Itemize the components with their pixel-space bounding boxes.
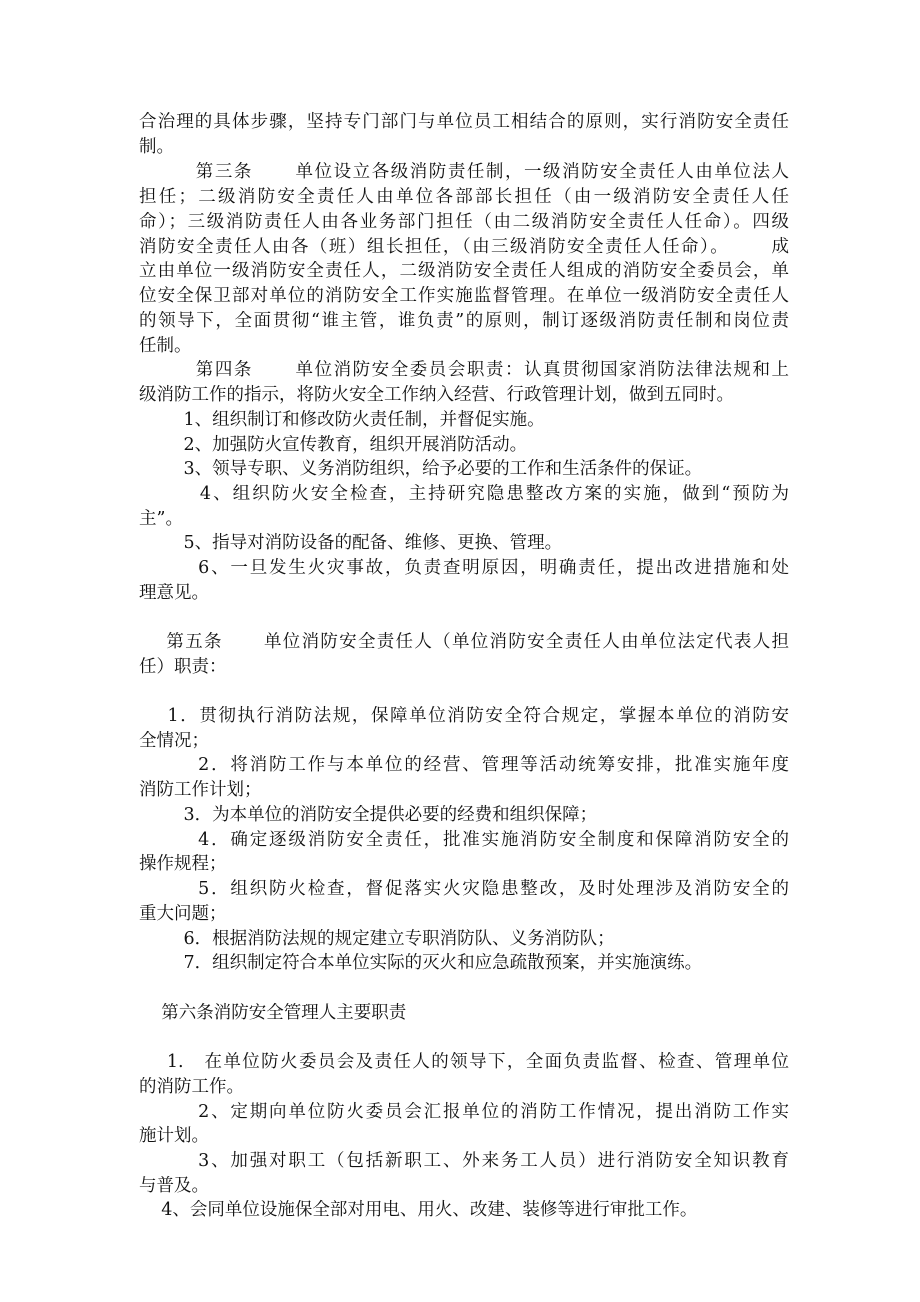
text-line: 第三条 单位设立各级消防责任制，一级消防安全责任人由单位法人 <box>139 162 789 182</box>
text-line: 任制。 <box>139 336 192 356</box>
list-item: 1、组织制订和修改防火责任制，并督促实施。 <box>139 410 545 430</box>
text-line: 全情况； <box>139 731 209 751</box>
text-line: 立由单位一级消防安全责任人，二级消防安全责任人组成的消防安全委员会，单 <box>139 261 789 281</box>
list-item: 5、指导对消防设备的配备、维修、更换、管理。 <box>139 533 563 553</box>
list-item: 4．确定逐级消防安全责任，批准实施消防安全制度和保障消防安全的 <box>139 830 789 850</box>
list-item: 1. 在单位防火委员会及责任人的领导下，全面负责监督、检查、管理单位 <box>139 1052 789 1072</box>
list-item: 3．为本单位的消防安全提供必要的经费和组织保障； <box>139 805 598 825</box>
list-item: 1．贯彻执行消防法规，保障单位消防安全符合规定，掌握本单位的消防安 <box>139 706 789 726</box>
text-line: 的消防工作。 <box>139 1077 244 1097</box>
text-line: 消防工作计划； <box>139 780 262 800</box>
text-line: 任）职责： <box>139 657 227 677</box>
list-item: 3、加强对职工（包括新职工、外来务工人员）进行消防安全知识教育 <box>139 1151 789 1171</box>
list-item: 3、领导专职、义务消防组织，给予必要的工作和生活条件的保证。 <box>139 459 703 479</box>
text-line: 与普及。 <box>139 1176 209 1196</box>
list-item: 6．根据消防法规的规定建立专职消防队、义务消防队； <box>139 929 615 949</box>
text-line: 第四条 单位消防安全委员会职责：认真贯彻国家消防法律法规和上 <box>139 360 789 380</box>
text-line: 位安全保卫部对单位的消防安全工作实施监督管理。在单位一级消防安全责任人 <box>139 286 789 306</box>
list-item: 6、一旦发生火灾事故，负责查明原因，明确责任，提出改进措施和处 <box>139 558 789 578</box>
list-item: 7．组织制定符合本单位实际的灭火和应急疏散预案，并实施演练。 <box>139 953 703 973</box>
section-heading: 第六条消防安全管理人主要职责 <box>139 1003 407 1023</box>
text-line: 消防安全责任人由各（班）组长担任，（由三级消防安全责任人任命）。 成 <box>139 237 789 257</box>
text-line: 第五条 单位消防安全责任人（单位消防安全责任人由单位法定代表人担 <box>139 632 789 652</box>
text-line: 重大问题； <box>139 904 227 924</box>
text-line: 施计划。 <box>139 1126 209 1146</box>
list-item: 4、组织防火安全检查，主持研究隐患整改方案的实施，做到“预防为 <box>139 484 789 504</box>
text-line: 的领导下，全面贯彻“谁主管，谁负责”的原则，制订逐级消防责任制和岗位责 <box>139 311 789 331</box>
list-item: 2、定期向单位防火委员会汇报单位的消防工作情况，提出消防工作实 <box>139 1102 789 1122</box>
list-item: 2、加强防火宣传教育，组织开展消防活动。 <box>139 435 528 455</box>
text-line: 操作规程； <box>139 854 227 874</box>
text-line: 制。 <box>139 137 174 157</box>
text-line: 命）；三级消防责任人由各业务部门担任（由二级消防安全责任人任命）。四级 <box>139 212 789 232</box>
text-line: 理意见。 <box>139 583 209 603</box>
list-item: 2．将消防工作与本单位的经营、管理等活动统筹安排，批准实施年度 <box>139 755 789 775</box>
list-item: 5．组织防火检查，督促落实火灾隐患整改，及时处理涉及消防安全的 <box>139 879 789 899</box>
list-item: 4、会同单位设施保全部对用电、用火、改建、装修等进行审批工作。 <box>139 1200 698 1220</box>
text-line: 合治理的具体步骤，坚持专门部门与单位员工相结合的原则，实行消防安全责任 <box>139 112 789 132</box>
text-line: 主”。 <box>139 509 183 529</box>
text-line: 担任；二级消防安全责任人由单位各部部长担任（由一级消防安全责任人任 <box>139 187 789 207</box>
text-line: 级消防工作的指示，将防火安全工作纳入经营、行政管理计划，做到五同时。 <box>139 385 734 405</box>
